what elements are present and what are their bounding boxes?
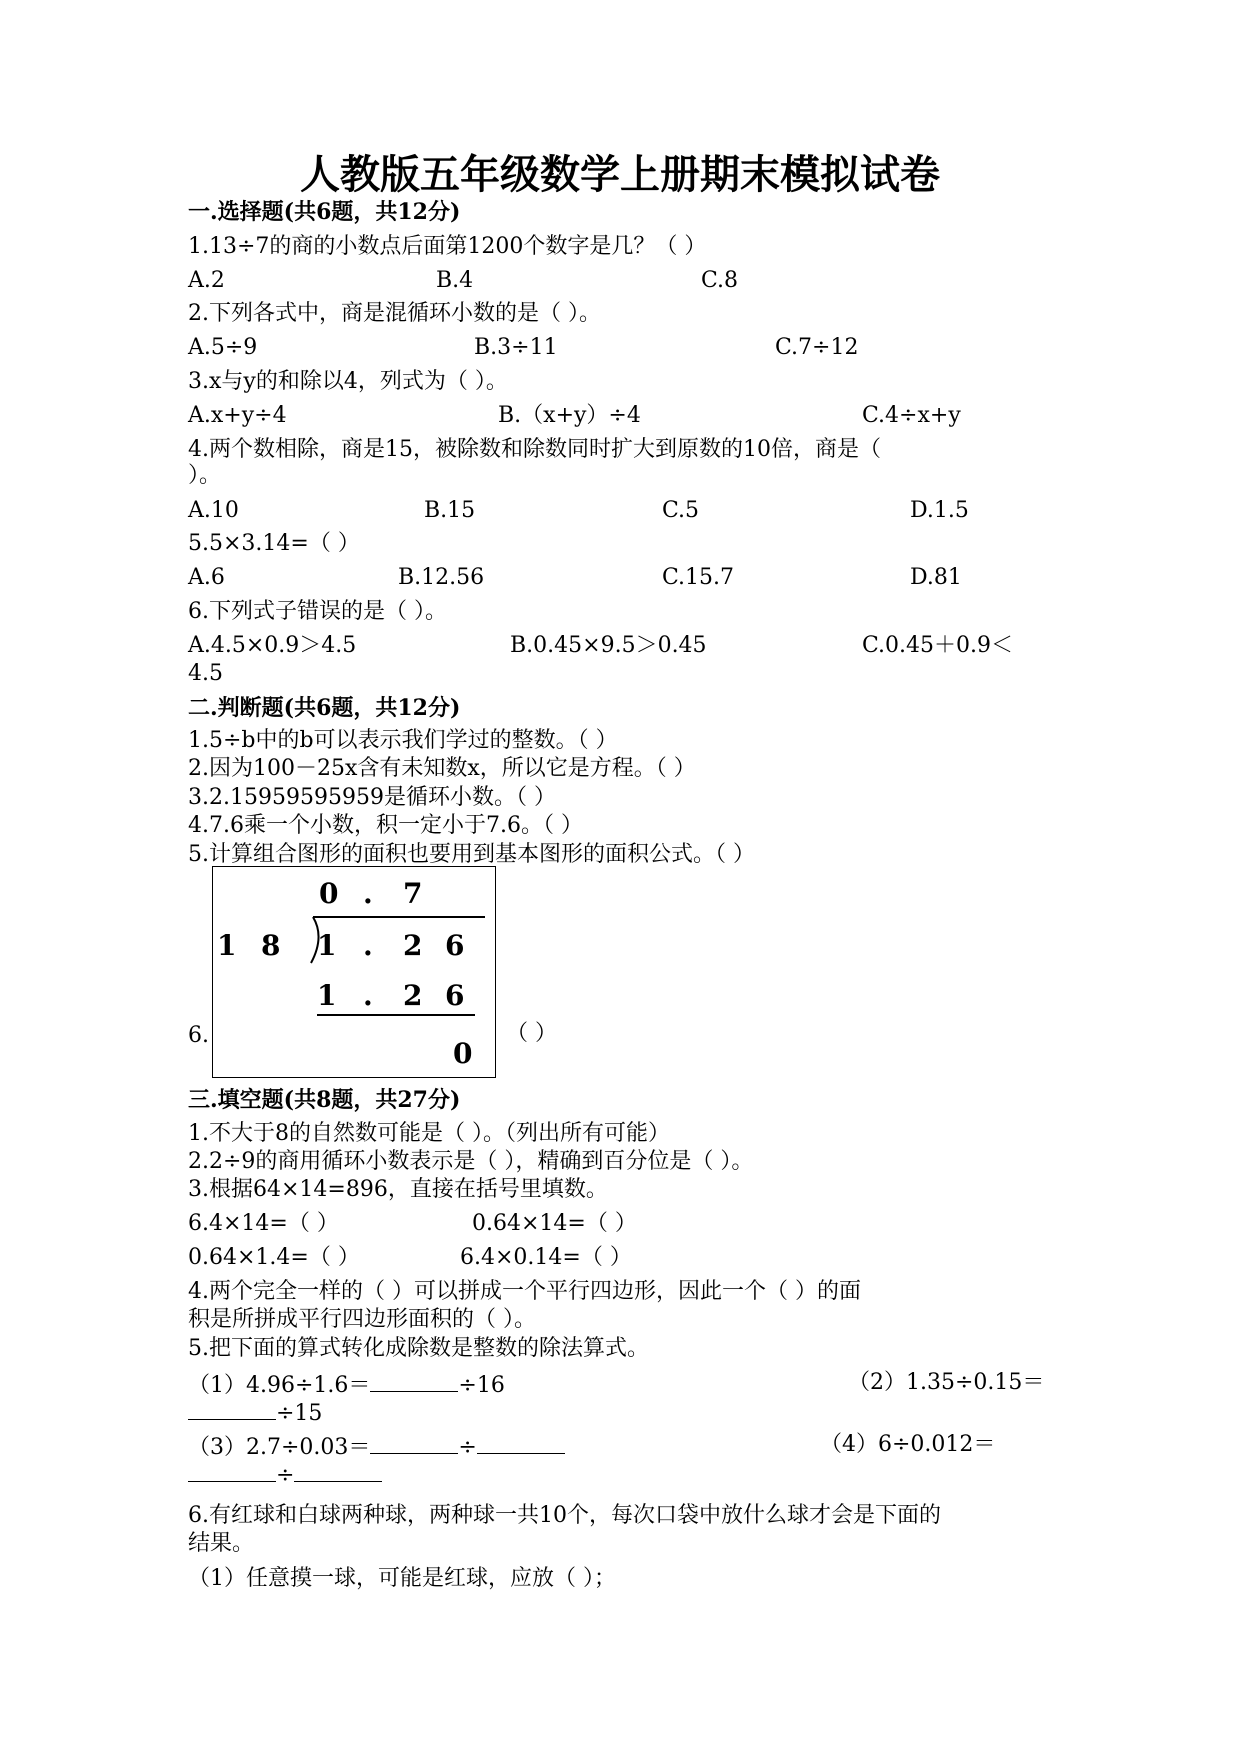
subitem-text: ÷15 bbox=[276, 1401, 323, 1426]
option: C.15.7 bbox=[662, 565, 735, 590]
fill-question: 3.根据64×14=896，直接在括号里填数。 bbox=[188, 1177, 608, 1202]
long-division-figure bbox=[212, 866, 496, 1078]
product-digit: 2 bbox=[403, 979, 423, 1012]
fill-question: 6.有红球和白球两种球，两种球一共10个，每次口袋中放什么球才会是下面的 bbox=[188, 1503, 941, 1528]
fill-subitem-4-wrap bbox=[188, 1459, 382, 1490]
subitem-text: ÷ bbox=[458, 1435, 477, 1460]
fill-subitem: 6.4×14=（ ） bbox=[188, 1211, 339, 1236]
answer-blank[interactable] bbox=[370, 1431, 458, 1454]
product-digit: . bbox=[363, 979, 373, 1012]
option: A.10 bbox=[188, 498, 239, 523]
option: A.2 bbox=[188, 268, 225, 293]
option-wrap: 4.5 bbox=[188, 661, 223, 686]
option: A.4.5×0.9＞4.5 bbox=[188, 633, 357, 658]
fill-question-wrap: 结果。 bbox=[188, 1531, 255, 1556]
question-stem: 4.两个数相除，商是15，被除数和除数同时扩大到原数的10倍，商是（ bbox=[188, 437, 881, 462]
dividend-digit: 1 bbox=[317, 929, 337, 962]
option: A.5÷9 bbox=[188, 335, 258, 360]
divisor-digit: 1 bbox=[217, 929, 237, 962]
fill-question-wrap: 积是所拼成平行四边形面积的（ ）。 bbox=[188, 1307, 536, 1332]
fill-subitem-4: （4）6÷0.012＝ bbox=[820, 1432, 996, 1457]
question-stem: 1.13÷7的商的小数点后面第1200个数字是几？（ ） bbox=[188, 234, 707, 259]
question-stem: 6.下列式子错误的是（ ）。 bbox=[188, 599, 447, 624]
fill-subitem: （1）任意摸一球，可能是红球，应放（ ）； bbox=[188, 1566, 616, 1591]
judge-question: 2.因为100－25x含有未知数x，所以它是方程。（ ） bbox=[188, 756, 696, 781]
option: C.5 bbox=[662, 498, 700, 523]
fill-subitem: 0.64×1.4=（ ） bbox=[188, 1245, 360, 1270]
option: C.4÷x+y bbox=[862, 403, 961, 428]
fill-subitem-2: （2）1.35÷0.15＝ bbox=[848, 1370, 1045, 1395]
option: B.（x+y）÷4 bbox=[498, 403, 641, 428]
option: B.15 bbox=[424, 498, 476, 523]
dividend-digit: 6 bbox=[445, 929, 465, 962]
option: C.7÷12 bbox=[775, 335, 859, 360]
answer-blank[interactable] bbox=[370, 1369, 458, 1392]
option: A.6 bbox=[188, 565, 225, 590]
fill-subitem-1 bbox=[188, 1369, 505, 1400]
option: C.8 bbox=[701, 268, 739, 293]
judge-question-6-blank: （ ） bbox=[506, 1021, 557, 1046]
exam-title: 人教版五年级数学上册期末模拟试卷 bbox=[300, 151, 940, 198]
quotient-digit: 0 bbox=[319, 877, 339, 910]
fill-subitem: 0.64×14=（ ） bbox=[472, 1211, 637, 1236]
dividend-digit: 2 bbox=[403, 929, 423, 962]
long-division-svg bbox=[213, 867, 497, 1079]
option: B.4 bbox=[436, 268, 474, 293]
fill-subitem: 6.4×0.14=（ ） bbox=[460, 1245, 632, 1270]
judge-question: 4.7.6乘一个小数，积一定小于7.6。（ ） bbox=[188, 813, 583, 838]
option: B.12.56 bbox=[398, 565, 485, 590]
fill-question: 2.2÷9的商用循环小数表示是（ ），精确到百分位是（ ）。 bbox=[188, 1149, 754, 1174]
option: B.3÷11 bbox=[474, 335, 558, 360]
fill-subitem-2-wrap bbox=[188, 1397, 322, 1428]
judge-question: 1.5÷b中的b可以表示我们学过的整数。（ ） bbox=[188, 728, 618, 753]
judge-question: 3.2.15959595959是循环小数。（ ） bbox=[188, 785, 556, 810]
section-heading-fill: 三.填空题(共8题，共27分) bbox=[188, 1087, 461, 1113]
answer-blank[interactable] bbox=[188, 1397, 276, 1420]
section-heading-choice: 一.选择题(共6题，共12分) bbox=[188, 199, 461, 225]
option: D.1.5 bbox=[910, 498, 969, 523]
fill-question: 1.不大于8的自然数可能是（ ）。（列出所有可能） bbox=[188, 1121, 670, 1146]
fill-question: 5.把下面的算式转化成除数是整数的除法算式。 bbox=[188, 1336, 649, 1361]
answer-blank[interactable] bbox=[294, 1459, 382, 1482]
subitem-text: ÷16 bbox=[458, 1373, 505, 1398]
question-stem-wrap: ）。 bbox=[188, 463, 222, 488]
subitem-text: （1）4.96÷1.6＝ bbox=[188, 1373, 371, 1398]
question-stem: 3.x与y的和除以4，列式为（ ）。 bbox=[188, 369, 508, 394]
remainder-digit: 0 bbox=[453, 1037, 473, 1070]
quotient-digit: 7 bbox=[403, 877, 423, 910]
product-digit: 6 bbox=[445, 979, 465, 1012]
answer-blank[interactable] bbox=[477, 1431, 565, 1454]
option: C.0.45＋0.9＜ bbox=[862, 633, 1014, 658]
answer-blank[interactable] bbox=[188, 1459, 276, 1482]
dividend-digit: . bbox=[363, 929, 373, 962]
section-heading-judge: 二.判断题(共6题，共12分) bbox=[188, 695, 461, 721]
option: B.0.45×9.5＞0.45 bbox=[510, 633, 707, 658]
question-stem: 5.5×3.14=（ ） bbox=[188, 531, 360, 556]
divisor-digit: 8 bbox=[261, 929, 281, 962]
fill-subitem-3 bbox=[188, 1431, 565, 1462]
judge-question: 5.计算组合图形的面积也要用到基本图形的面积公式。（ ） bbox=[188, 842, 755, 867]
option: D.81 bbox=[910, 565, 962, 590]
product-digit: 1 bbox=[317, 979, 337, 1012]
subitem-text: （3）2.7÷0.03＝ bbox=[188, 1435, 371, 1460]
subitem-text: ÷ bbox=[276, 1463, 295, 1488]
quotient-digit: . bbox=[363, 877, 373, 910]
option: A.x+y÷4 bbox=[188, 403, 287, 428]
fill-question: 4.两个完全一样的（ ）可以拼成一个平行四边形，因此一个（ ）的面 bbox=[188, 1279, 861, 1304]
judge-question-6-label: 6. bbox=[188, 1023, 209, 1048]
question-stem: 2.下列各式中，商是混循环小数的是（ ）。 bbox=[188, 301, 601, 326]
